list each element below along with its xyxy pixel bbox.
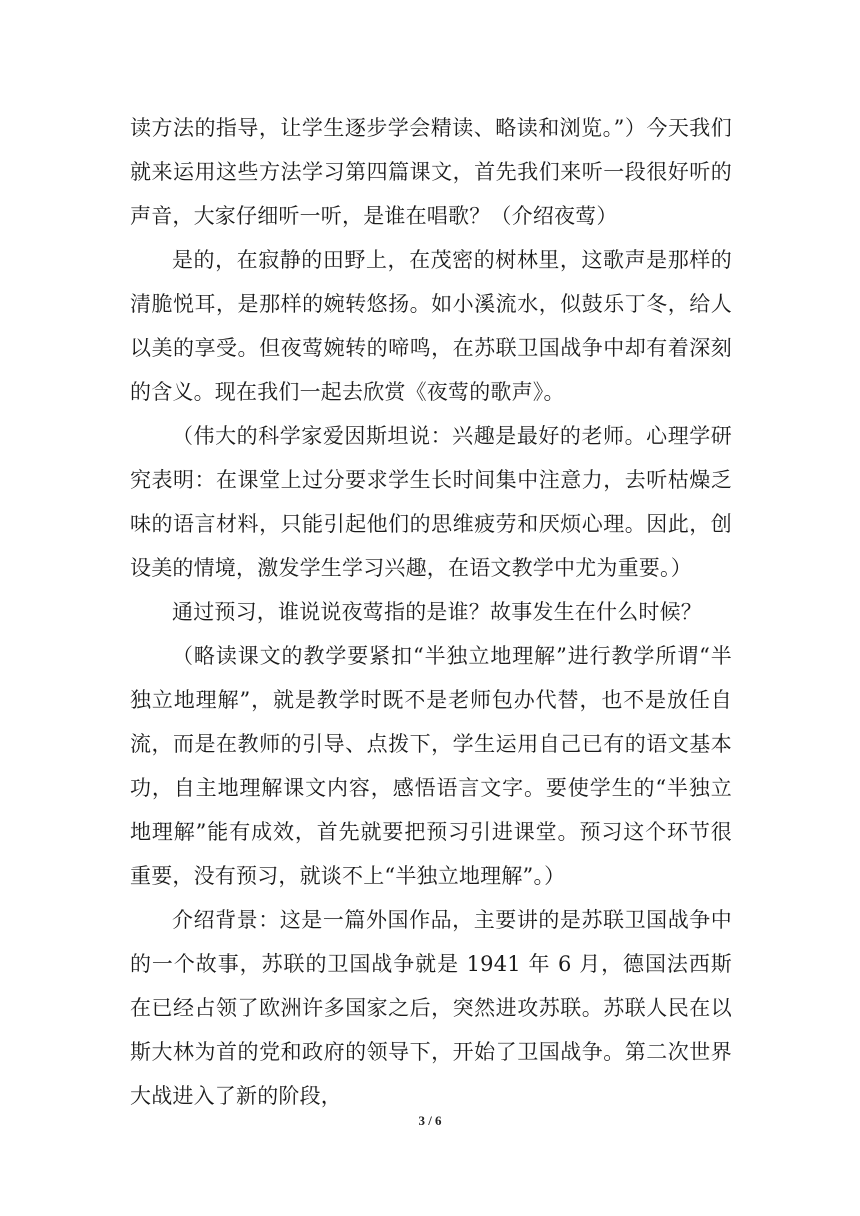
paragraph-3: （伟大的科学家爱因斯坦说：兴趣是最好的老师。心理学研究表明：在课堂上过分要求学生长时间集中注意力，去听枯燥乏味的语言材料，只能引起他们的思维疲劳和厌烦心理。因此，创设美的情境，激发学生学习兴趣，在语文教学中尤为重要。） xyxy=(130,424,732,580)
paragraph-2: 是的，在寂静的田野上，在茂密的树林里，这歌声是那样的清脆悦耳，是那样的婉转悠扬。如小溪流水，似鼓乐丁冬，给人以美的享受。但夜莺婉转的啼鸣，在苏联卫国战争中却有着深刻的含义。现在我们一起去欣赏《夜莺的歌声》。 xyxy=(130,248,732,404)
document-body xyxy=(130,106,732,1118)
paragraph-4: 通过预习，谁说说夜莺指的是谁？故事发生在什么时候？ xyxy=(172,600,702,624)
paragraph-1: 读方法的指导，让学生逐步学会精读、略读和浏览。”）今天我们就来运用这些方法学习第四篇课文，首先我们来听一段很好听的声音，大家仔细听一听，是谁在唱歌？（介绍夜莺） xyxy=(130,116,732,228)
page-number: 3 / 6 xyxy=(418,1113,442,1128)
paragraph-6: 介绍背景：这是一篇外国作品，主要讲的是苏联卫国战争中的一个故事，苏联的卫国战争就是 1941 年 6 月，德国法西斯在已经占领了欧洲许多国家之后，突然进攻苏联。苏联人民在以斯大林为首的党和政府的领导下，开始了卫国战争。第二次世界大战进入了新的阶段， xyxy=(130,908,732,1108)
paragraph-5: （略读课文的教学要紧扣“半独立地理解”进行教学所谓“半独立地理解”，就是教学时既不是老师包办代替，也不是放任自流，而是在教师的引导、点拨下，学生运用自己已有的语文基本功，自主地理解课文内容，感悟语言文字。要使学生的“半独立地理解”能有成效，首先就要把预习引进课堂。预习这个环节很重要，没有预习，就谈不上“半独立地理解”。） xyxy=(130,644,732,888)
